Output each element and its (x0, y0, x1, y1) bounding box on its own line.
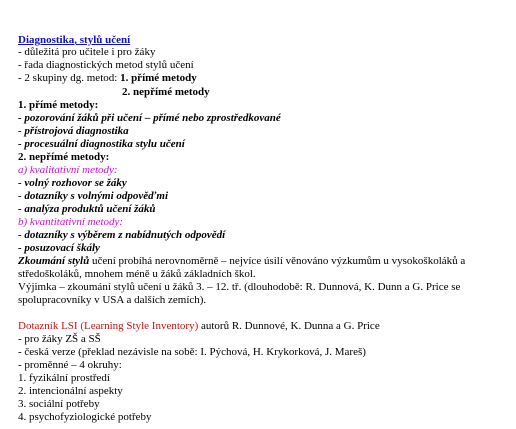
list-item: - pro žáky ZŠ a SŠ (18, 333, 101, 345)
list-item: - česká verze (překlad nezávisle na sobě: I. Pýchová, H. Krykorková, J. Mareš) (18, 346, 366, 358)
list-item: - analýza produktů učení žáků (18, 203, 156, 215)
paragraph: Výjimka – zkoumání stylů učení u žáků 3. – 12. tř. (dlouhodobě: R. Dunnová, K. Dunn a G. Price se spolupracovníky v USA a dalších zemích). (18, 281, 461, 306)
title-word-1: Diagnostika (18, 34, 75, 46)
list-item: - proměnné – 4 okruhy: (18, 359, 122, 371)
list-item: - dotazníky s volnými odpověďmi (18, 190, 168, 202)
text: učení probíhá nerovnoměrně – nejvíce úsilí věnováno výzkumům u vysokoškoláků a středoškoláků, mnohem méně u žáků základních škol. (18, 255, 466, 280)
subheading: a) kvalitativní metody: (18, 164, 118, 176)
list-item: 1. fyzikální prostředí (18, 372, 110, 384)
text: 1. přímé metody (120, 72, 197, 84)
document-title: Diagnostika, stylů učení (18, 34, 131, 46)
list-item: - přístrojová diagnostika (18, 125, 129, 137)
list-item: 4. psychofyziologické potřeby (18, 411, 152, 423)
list-item: - pozorování žáků při učení – přímé nebo zprostředkované (18, 112, 281, 124)
list-item: - řada diagnostických metod stylů učení (18, 59, 194, 71)
text: - 2 skupiny dg. metod: (18, 72, 121, 84)
list-item: - důležitá pro učitele i pro žáky (18, 46, 156, 58)
list-item: 2. nepřímé metody (122, 86, 210, 98)
list-item: - procesuální diagnostika stylu učení (18, 138, 185, 150)
section-heading: 2. nepřímé metody: (18, 151, 110, 163)
list-item: 2. intencionální aspekty (18, 385, 123, 397)
section-heading (18, 320, 380, 333)
subheading: b) kvantitativní metody: (18, 216, 124, 228)
paragraph (18, 255, 498, 281)
list-item: - posuzovací škály (18, 242, 100, 254)
title-word-2: stylů učení (79, 34, 131, 46)
list-item: - volný rozhovor se žáky (18, 177, 127, 189)
text: autorů R. Dunnové, K. Dunna a G. Price (198, 320, 380, 332)
text: Dotazník LSI (Learning Style Inventory) (18, 320, 199, 332)
text: Zkoumání (18, 255, 66, 267)
text: stylů (67, 255, 90, 267)
list-item: 3. sociální potřeby (18, 398, 100, 410)
section-heading: 1. přímé metody: (18, 99, 99, 111)
list-item (18, 72, 197, 85)
list-item: - dotazníky s výběrem z nabídnutých odpovědí (18, 229, 226, 241)
